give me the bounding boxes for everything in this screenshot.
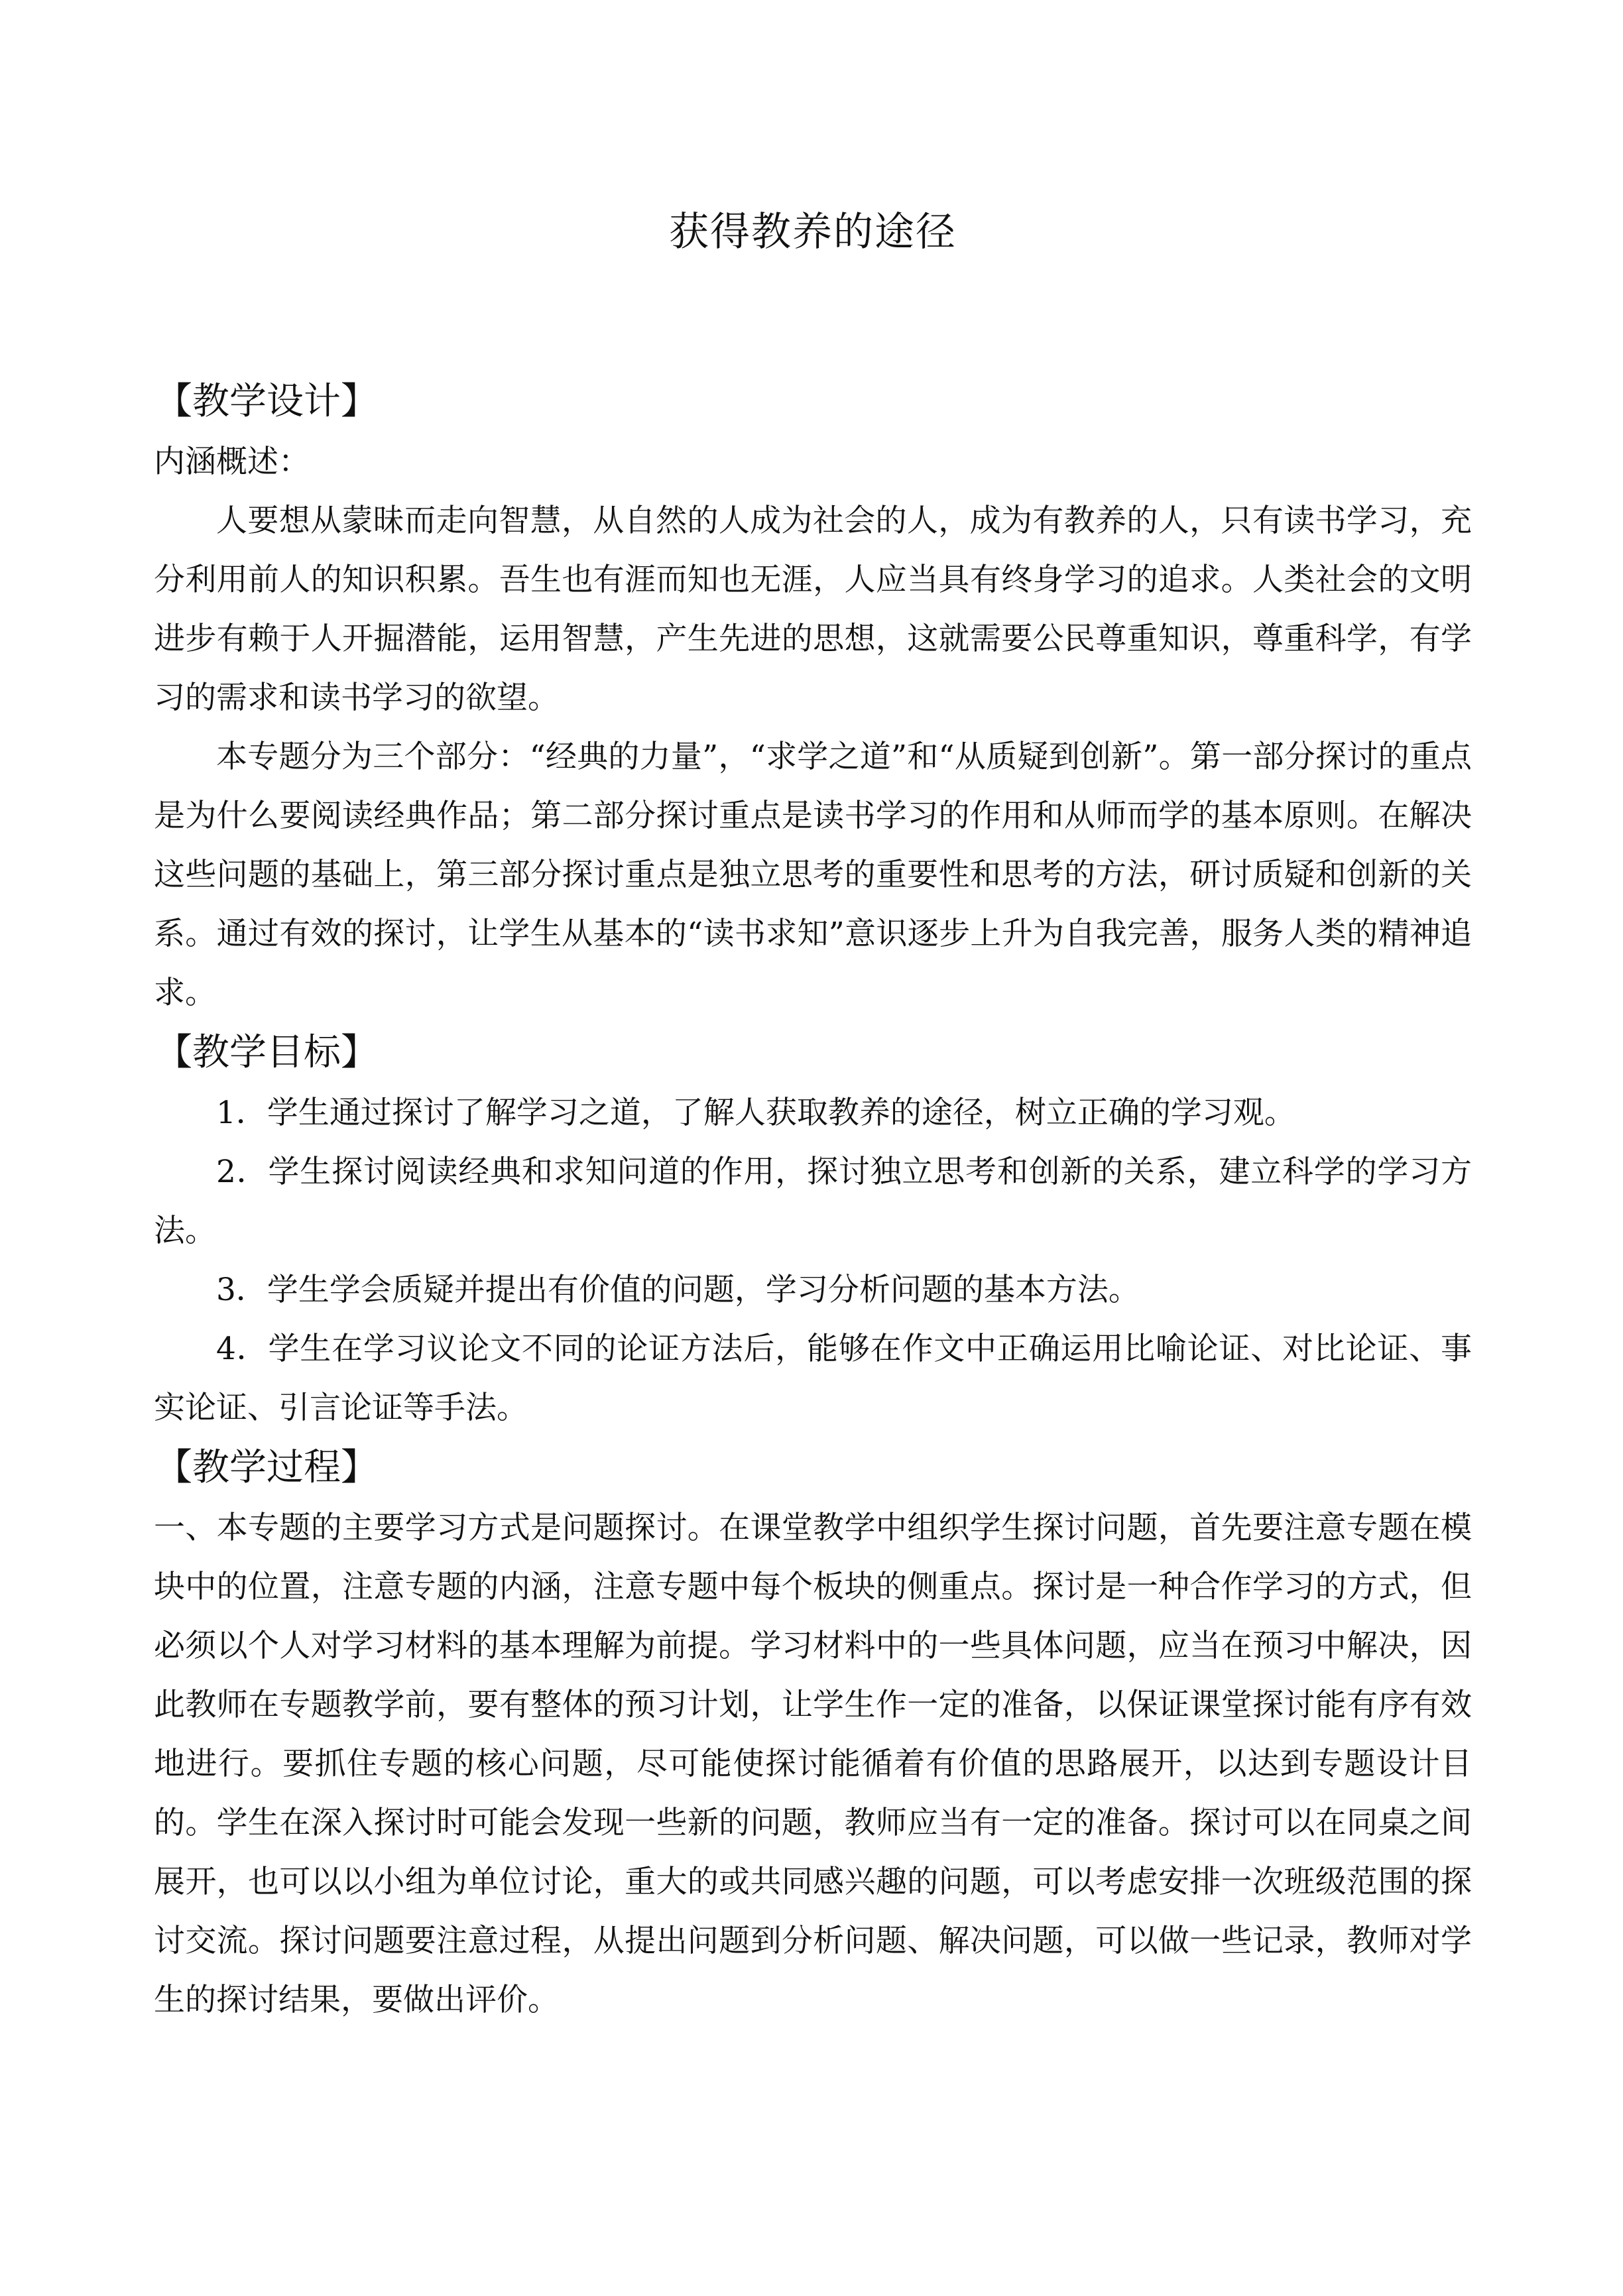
section-heading-process: 【教学过程】 [155, 1446, 378, 1489]
goal-item-2: 2．学生探讨阅读经典和求知问道的作用，探讨独立思考和创新的关系，建立科学的学习方法。 [154, 1154, 1472, 1249]
section-teaching-design [154, 371, 1472, 1022]
section-heading-goals: 【教学目标】 [155, 1031, 378, 1074]
page-title: 获得教养的途径 [669, 209, 957, 255]
paragraph-process-1: 一、本专题的主要学习方式是问题探讨。在课堂教学中组织学生探讨问题，首先要注意专题在模块中的位置，注意专题的内涵，注意专题中每个板块的侧重点。探讨是一种合作学习的方式，但必须以个人对学习材料的基本理解为前提。学习材料中的一些具体问题，应当在预习中解决，因此教师在专题教学前，要有整体的预习计划，让学生作一定的准备，以保证课堂探讨能有序有效地进行。要抓住专题的核心问题，尽可能使探讨能循着有价值的思路展开，以达到专题设计目的。学生在深入探讨时可能会发现一些新的问题，教师应当有一定的准备。探讨可以在同桌之间展开，也可以以小组为单位讨论，重大的或共同感兴趣的问题，可以考虑安排一次班级范围的探讨交流。探讨问题要注意过程，从提出问题到分析问题、解决问题，可以做一些记录，教师对学生的探讨结果，要做出评价。 [154, 1510, 1472, 2018]
goal-item-1: 1．学生通过探讨了解学习之道，了解人获取教养的途径，树立正确的学习观。 [216, 1095, 1295, 1131]
paragraph-overview-1: 人要想从蒙昧而走向智慧，从自然的人成为社会的人，成为有教养的人，只有读书学习，充分利用前人的知识积累。吾生也有涯而知也无涯，人应当具有终身学习的追求。人类社会的文明进步有赖于人开掘潜能，运用智慧，产生先进的思想，这就需要公民尊重知识，尊重科学，有学习的需求和读书学习的欲望。 [154, 503, 1472, 716]
goal-item-3: 3．学生学会质疑并提出有价值的问题，学习分析问题的基本方法。 [216, 1272, 1140, 1308]
sub-label-overview: 内涵概述： [154, 444, 310, 480]
section-heading-design: 【教学设计】 [155, 380, 378, 423]
section-teaching-process [154, 1437, 1472, 2029]
section-teaching-goals [154, 1022, 1472, 1437]
document-body [154, 192, 1472, 2029]
paragraph-overview-2: 本专题分为三个部分：“经典的力量”，“求学之道”和“从质疑到创新”。第一部分探讨的重点是为什么要阅读经典作品；第二部分探讨重点是读书学习的作用和从师而学的基本原则。在解决这些问题的基础上，第三部分探讨重点是独立思考的重要性和思考的方法，研讨质疑和创新的关系。通过有效的探讨，让学生从基本的“读书求知”意识逐步上升为自我完善，服务人类的精神追求。 [154, 739, 1472, 1011]
goal-item-4: 4．学生在学习议论文不同的论证方法后，能够在作文中正确运用比喻论证、对比论证、事实论证、引言论证等手法。 [154, 1331, 1472, 1426]
